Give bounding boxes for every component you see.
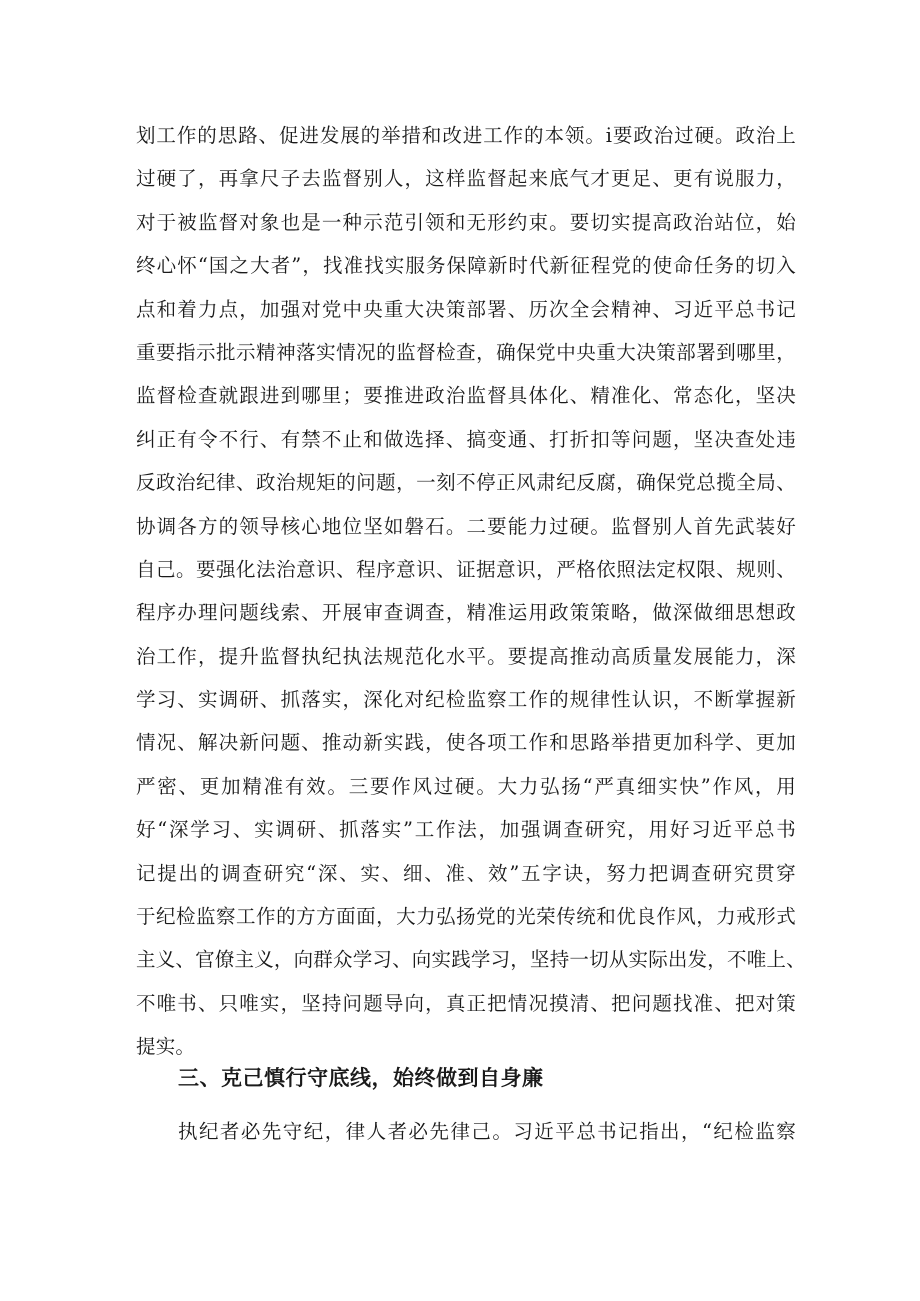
text-line: 学习、实调研、抓落实，深化对纪检监察工作的规律性认识，不断掌握新 xyxy=(136,688,796,712)
section-heading: 三、克己慎行守底线，始终做到自身廉 xyxy=(178,1066,544,1090)
text-line: 划工作的思路、促进发展的举措和改进工作的本领。i要政治过硬。政治上 xyxy=(136,124,796,147)
text-line: 终心怀“国之大者”，找准找实服务保障新时代新征程党的使命任务的切入 xyxy=(136,254,796,278)
text-line: 自己。要强化法治意识、程序意识、证据意识，严格依照法定权限、规则、 xyxy=(136,557,796,581)
text-line: 严密、更加精准有效。三要作风过硬。大力弘扬“严真细实快”作风，用 xyxy=(136,774,796,798)
text-line: 情况、解决新问题、推动新实践，使各项工作和思路举措更加科学、更加 xyxy=(136,731,796,755)
text-line: 程序办理问题线索、开展审查调查，精准运用政策策略，做深做细思想政 xyxy=(136,601,796,625)
text-line: 重要指示批示精神落实情况的监督检查，确保党中央重大决策部署到哪里， xyxy=(136,340,796,364)
text-line: 主义、官僚主义，向群众学习、向实践学习，坚持一切从实际出发，不唯上、 xyxy=(136,948,806,972)
text-line: 过硬了，再拿尺子去监督别人，这样监督起来底气才更足、更有说服力， xyxy=(136,167,796,191)
text-line: 反政治纪律、政治规矩的问题，一刻不停正风肃纪反腐，确保党总揽全局、 xyxy=(136,471,796,495)
paragraph-body xyxy=(136,114,806,1069)
text-line: 记提出的调查研究“深、实、细、准、效”五字诀，努力把调查研究贯穿 xyxy=(136,861,796,885)
text-line: 协调各方的领导核心地位坚如磐石。二要能力过硬。监督别人首先武装好 xyxy=(136,514,796,538)
text-line: 执纪者必先守纪，律人者必先律己。习近平总书记指出，“纪检监察 xyxy=(178,1120,796,1143)
text-line: 好“深学习、实调研、抓落实”工作法，加强调查研究，用好习近平总书 xyxy=(136,818,796,842)
text-line: 监督检查就跟进到哪里；要推进政治监督具体化、精准化、常态化，坚决 xyxy=(136,384,796,408)
text-line: 治工作，提升监督执纪执法规范化水平。要提高推动高质量发展能力，深 xyxy=(136,644,796,668)
text-line: 对于被监督对象也是一种示范引领和无形约束。要切实提高政治站位，始 xyxy=(136,210,796,234)
text-line: 点和着力点，加强对党中央重大决策部署、历次全会精神、习近平总书记 xyxy=(136,297,796,321)
text-line: 纠正有令不行、有禁不止和做选择、搞变通、打折扣等问题，坚决查处违 xyxy=(136,427,796,451)
text-line: 提实。 xyxy=(136,1035,196,1059)
text-line: 不唯书、只唯实，坚持问题导向，真正把情况摸清、把问题找准、把对策 xyxy=(136,991,796,1015)
text-line: 于纪检监察工作的方方面面，大力弘扬党的光荣传统和优良作风，力戒形式 xyxy=(136,905,796,929)
paragraph-body xyxy=(136,1110,796,1153)
